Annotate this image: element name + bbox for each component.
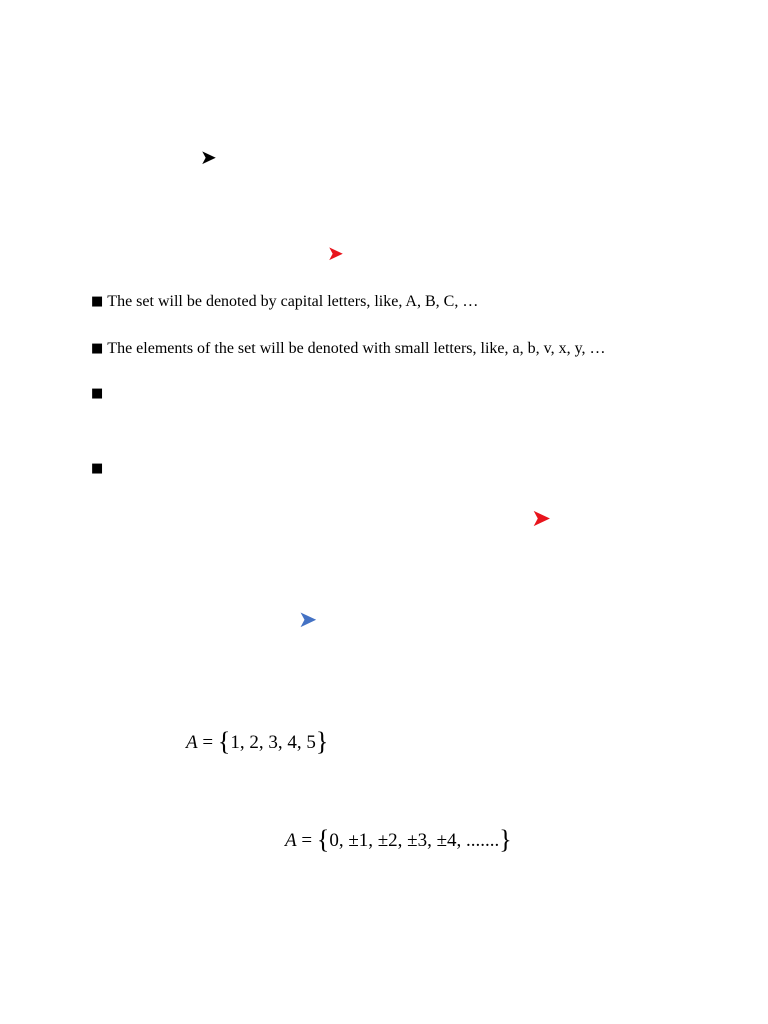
open-brace: { <box>316 825 330 854</box>
square-bullet-icon: ■ <box>91 461 104 476</box>
set-variable: A <box>186 732 198 753</box>
square-bullet-icon: ■ <box>91 341 104 356</box>
bullet-item <box>91 292 478 313</box>
bullet-text: The elements of the set will be denoted with small letters, like, a, b, v, x, y, … <box>107 340 606 357</box>
bullet-item <box>91 339 606 360</box>
bullet-item <box>91 384 107 405</box>
set-elements: 1, 2, 3, 4, 5 <box>230 732 316 753</box>
set-equation <box>285 826 512 853</box>
equals-sign: = <box>296 830 317 851</box>
arrow-bullet-icon: ➤ <box>327 241 344 265</box>
arrow-bullet-icon: ➤ <box>298 607 318 633</box>
close-brace: } <box>499 825 512 854</box>
open-brace: { <box>217 727 231 756</box>
set-equation <box>186 728 328 755</box>
square-bullet-icon: ■ <box>91 386 104 401</box>
set-variable: A <box>285 830 297 851</box>
arrow-bullet-icon: ➤ <box>531 504 552 532</box>
equals-sign: = <box>197 732 218 753</box>
set-elements: 0, ±1, ±2, ±3, ±4, ....... <box>329 830 500 851</box>
bullet-item <box>91 459 107 480</box>
bullet-text: The set will be denoted by capital letters, like, A, B, C, … <box>107 293 479 310</box>
arrow-bullet-icon: ➤ <box>200 145 217 169</box>
square-bullet-icon: ■ <box>91 294 104 309</box>
close-brace: } <box>315 727 329 756</box>
